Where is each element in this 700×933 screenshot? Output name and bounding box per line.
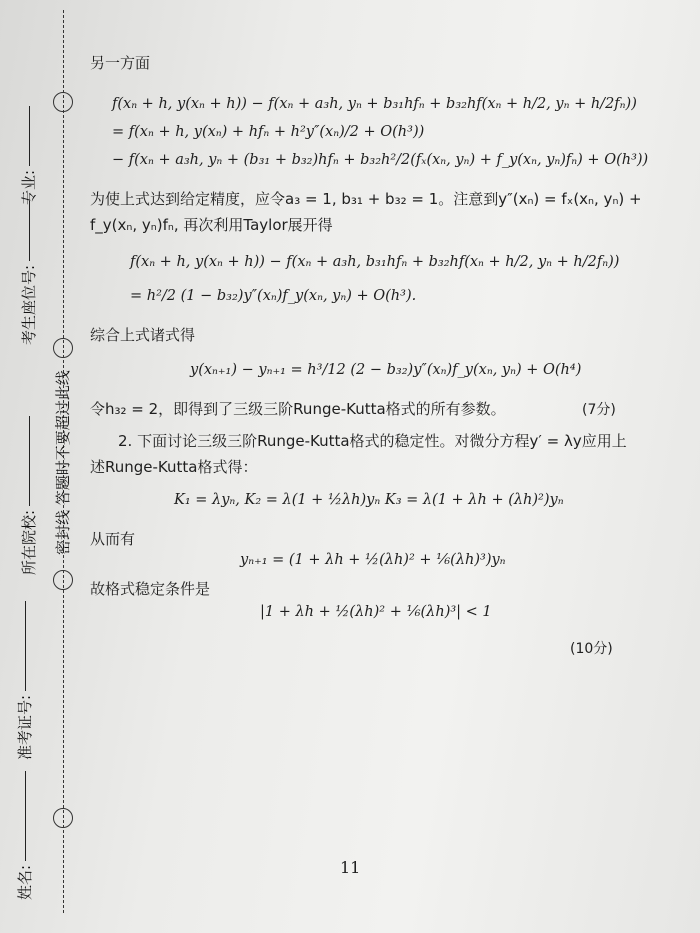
binding-hole-icon [53,808,73,828]
ticket-number-label: 准考证号: [16,694,34,760]
seat-number-field [18,201,39,345]
equation-line: K₁ = λyₙ, K₂ = λ(1 + ½λh)yₙ K₃ = λ(1 + λh + (λh)²)yₙ [174,492,564,508]
seal-margin [0,0,95,933]
binding-hole-icon [53,570,73,590]
name-field [14,771,35,900]
paragraph-line: 综合上式诸式得 [90,326,196,344]
page-number: 11 [340,858,361,877]
college-field [18,416,39,575]
equation-line: f(xₙ + h, y(xₙ + h)) − f(xₙ + a₃h, yₙ + b₃₁hfₙ + b₃₂hf(xₙ + h/2, yₙ + h/2fₙ)) [112,96,637,112]
major-label: 专业: [20,169,38,205]
binding-hole-icon [53,92,73,112]
binding-hole-icon [53,338,73,358]
paragraph-line: 从而有 [90,530,136,548]
paragraph-line: 述Runge-Kutta格式得： [90,458,258,476]
seat-number-label: 考生座位号: [20,264,38,345]
name-label: 姓名: [16,864,34,900]
paragraph-line: 2. 下面讨论三级三阶Runge-Kutta格式的稳定性。对微分方程y′ = λy应用上 [118,432,627,450]
intro-text: 另一方面 [90,54,151,72]
seal-note: 密封线 答题时不要超过此线 [54,370,72,555]
equation-line: yₙ₊₁ = (1 + λh + ½(λh)² + ⅙(λh)³)yₙ [240,552,506,568]
paragraph-line: 为使上式达到给定精度，应令a₃ = 1, b₃₁ + b₃₂ = 1。注意到y″(xₙ) = fₓ(xₙ, yₙ) + [90,190,642,208]
equation-line: = h²/2 (1 − b₃₂)y″(xₙ)f_y(xₙ, yₙ) + O(h³). [130,288,417,304]
equation-line: = f(xₙ + h, y(xₙ) + hfₙ + h²y″(xₙ)/2 + O(h³)) [112,124,425,140]
paragraph-line: f_y(xₙ, yₙ)fₙ, 再次利用Taylor展开得 [90,216,333,234]
major-field [18,106,39,205]
paragraph-line: 令h₃₂ = 2，即得到了三级三阶Runge-Kutta格式的所有参数。 [90,400,506,418]
equation-line: f(xₙ + h, y(xₙ + h)) − f(xₙ + a₃h, b₃₁hfₙ + b₃₂hf(xₙ + h/2, yₙ + h/2fₙ)) [130,254,620,270]
paragraph-line: 故格式稳定条件是 [90,580,211,598]
equation-line: − f(xₙ + a₃h, yₙ + (b₃₁ + b₃₂)hfₙ + b₃₂h²/2(fₓ(xₙ, yₙ) + f_y(xₙ, yₙ)fₙ) + O(h³)) [112,152,649,168]
score-label: (10分) [570,641,613,657]
college-label: 所在院校: [20,509,38,575]
equation-line: |1 + λh + ½(λh)² + ⅙(λh)³| < 1 [260,604,492,620]
score-label: (7分) [582,402,616,418]
equation-line: y(xₙ₊₁) − yₙ₊₁ = h³/12 (2 − b₃₂)y″(xₙ)f_y(xₙ, yₙ) + O(h⁴) [190,362,582,378]
ticket-number-field [14,601,35,760]
solution-content [90,0,690,933]
